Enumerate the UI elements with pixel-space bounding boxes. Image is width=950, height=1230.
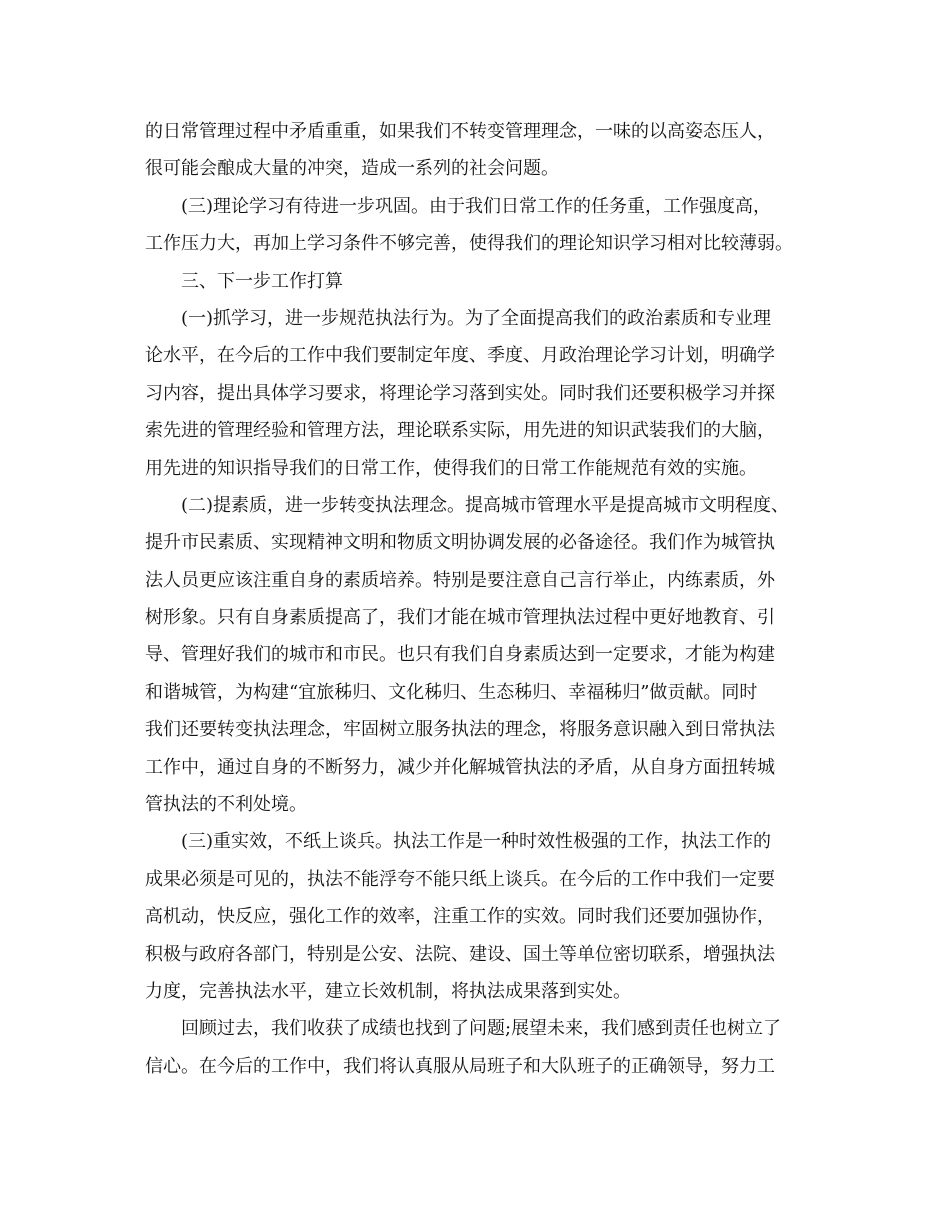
text-line: 信心。在今后的工作中，我们将认真服从局班子和大队班子的正确领导，努力工 xyxy=(145,1055,775,1077)
document-body xyxy=(145,113,815,1085)
text-line: 导、管理好我们的城市和市民。也只有我们自身素质达到一定要求，才能为构建 xyxy=(145,644,775,666)
text-line: 工作中，通过自身的不断努力，减少并化解城管执法的矛盾，从自身方面扭转城 xyxy=(145,756,775,778)
text-line: 提升市民素质、实现精神文明和物质文明协调发展的必备途径。我们作为城管执 xyxy=(145,532,775,554)
section-heading: 三、下一步工作打算 xyxy=(181,270,343,292)
text-line: 法人员更应该注重自身的素质培养。特别是要注意自己言行举止，内练素质，外 xyxy=(145,569,775,591)
text-line: 回顾过去，我们收获了成绩也找到了问题;展望未来，我们感到责任也树立了 xyxy=(181,1018,782,1040)
text-line: 索先进的管理经验和管理方法，理论联系实际，用先进的知识武装我们的大脑， xyxy=(145,420,775,442)
text-line: 和谐城管，为构建“宜旅秭归、文化秭归、生态秭归、幸福秭归”做贡献。同时 xyxy=(145,681,758,703)
text-line: 力度，完善执法水平，建立长效机制，将执法成果落到实处。 xyxy=(145,980,631,1002)
text-line: 管执法的不利处境。 xyxy=(145,794,307,816)
text-line: 成果必须是可见的，执法不能浮夸不能只纸上谈兵。在今后的工作中我们一定要 xyxy=(145,868,775,890)
text-line: 用先进的知识指导我们的日常工作，使得我们的日常工作能规范有效的实施。 xyxy=(145,457,757,479)
text-line: 很可能会酿成大量的冲突，造成一系列的社会问题。 xyxy=(145,158,559,180)
text-line: (三)理论学习有待进一步巩固。由于我们日常工作的任务重，工作强度高， xyxy=(181,195,772,217)
text-line: 论水平，在今后的工作中我们要制定年度、季度、月政治理论学习计划，明确学 xyxy=(145,345,775,367)
text-line: 积极与政府各部门，特别是公安、法院、建设、国土等单位密切联系，增强执法 xyxy=(145,943,775,965)
text-line: 习内容，提出具体学习要求，将理论学习落到实处。同时我们还要积极学习并探 xyxy=(145,382,775,404)
text-line: 的日常管理过程中矛盾重重，如果我们不转变管理理念，一味的以高姿态压人， xyxy=(145,121,775,142)
text-line: (三)重实效，不纸上谈兵。执法工作是一种时效性极强的工作，执法工作的 xyxy=(181,831,772,853)
text-line: 树形象。只有自身素质提高了，我们才能在城市管理执法过程中更好地教育、引 xyxy=(145,607,775,629)
text-line: 我们还要转变执法理念，牢固树立服务执法的理念，将服务意识融入到日常执法 xyxy=(145,719,775,741)
text-line: (二)提素质，进一步转变执法理念。提高城市管理水平是提高城市文明程度、 xyxy=(181,494,790,516)
text-line: (一)抓学习，进一步规范执法行为。为了全面提高我们的政治素质和专业理 xyxy=(181,307,772,329)
text-line: 工作压力大，再加上学习条件不够完善，使得我们的理论知识学习相对比较薄弱。 xyxy=(145,233,793,255)
text-line: 高机动，快反应，强化工作的效率，注重工作的实效。同时我们还要加强协作， xyxy=(145,906,775,928)
